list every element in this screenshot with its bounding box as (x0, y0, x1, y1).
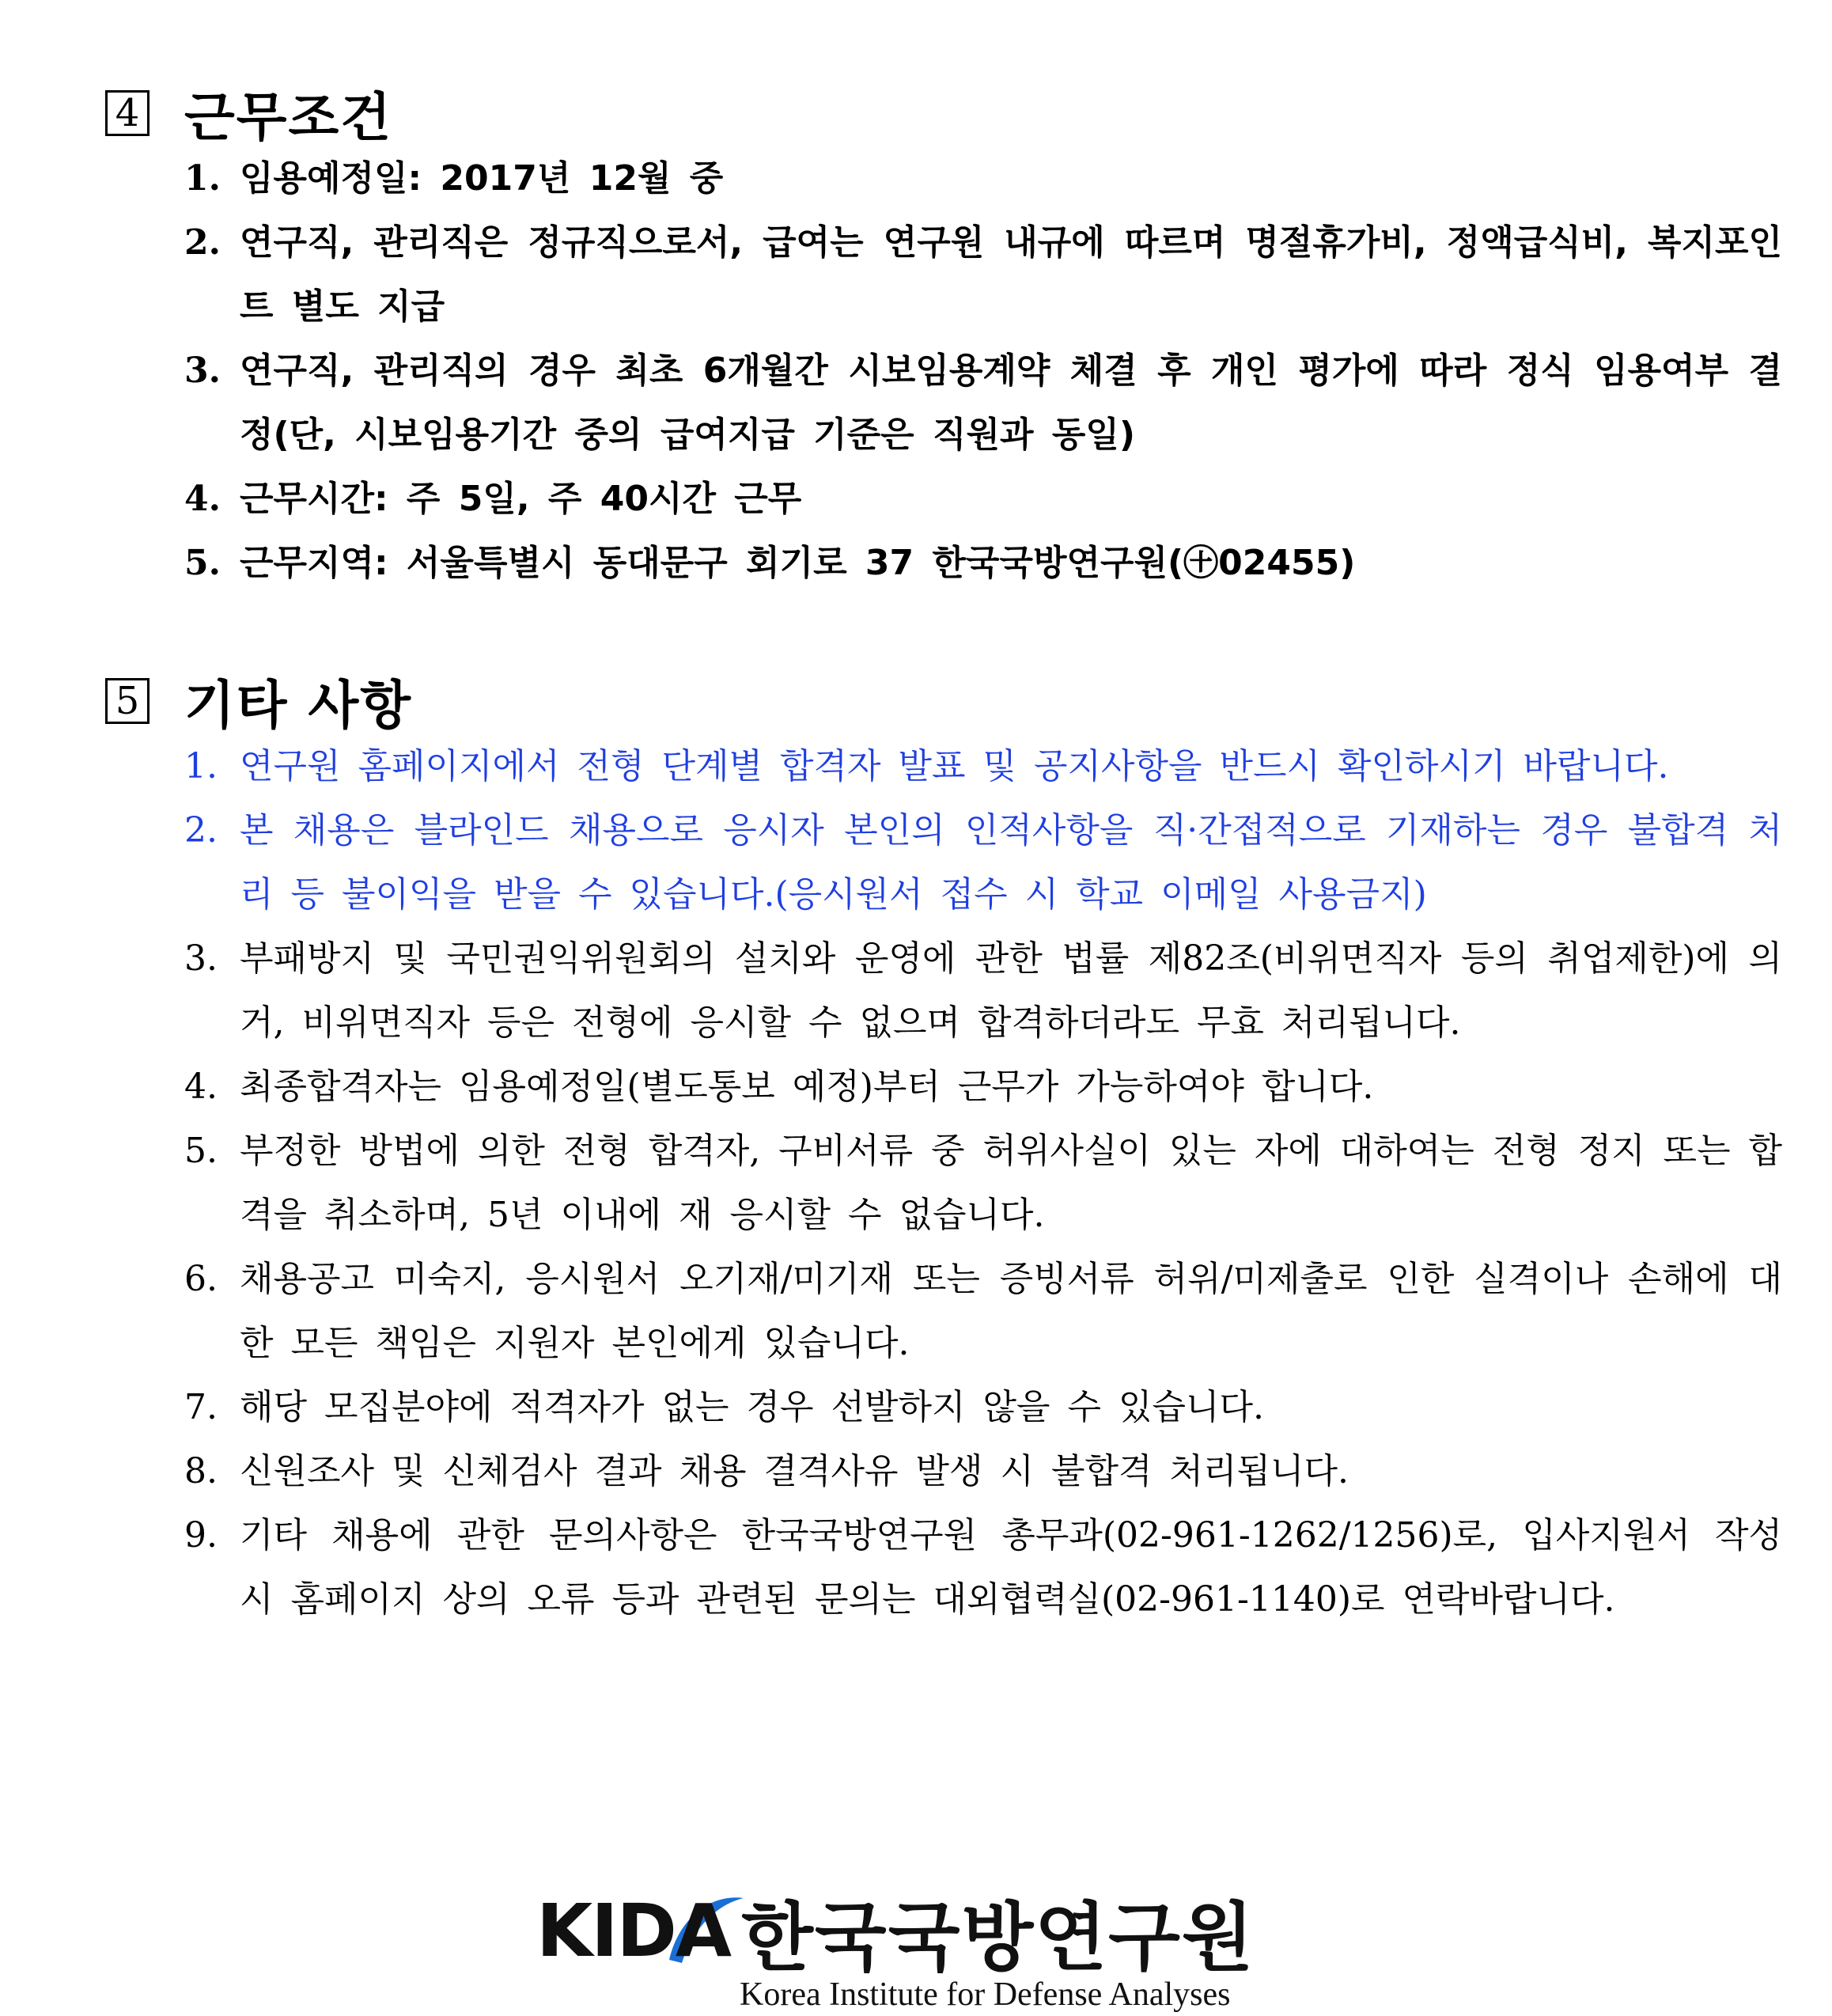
list-item: 2. 연구직, 관리직은 정규직으로서, 급여는 연구원 내규에 따르며 명절휴가비, 정액급식비, 복지포인트 별도 지급 (184, 222, 1782, 327)
list-item: 4. 최종합격자는 임용예정일(별도통보 예정)부터 근무가 가능하여야 합니다. (184, 1067, 1374, 1107)
list-item: 2. 본 채용은 블라인드 채용으로 응시자 본인의 인적사항을 직·간접적으로 기재하는 경우 불합격 처리 등 불이익을 받을 수 있습니다.(응시원서 접수 시 학교 이메일 사용금지) (184, 810, 1782, 915)
list-item: 5. 부정한 방법에 의한 전형 합격자, 구비서류 중 허위사실이 있는 자에 대하여는 전형 정지 또는 합격을 취소하며, 5년 이내에 재 응시할 수 없습니다. (184, 1131, 1782, 1235)
list-item: 1. 임용예정일: 2017년 12월 중 (184, 158, 724, 199)
section-number-box: 4 (105, 90, 150, 136)
kida-logo (536, 1887, 1359, 2014)
list-item: 6. 채용공고 미숙지, 응시원서 오기재/미기재 또는 증빙서류 허위/미제출로 인한 실격이나 손해에 대한 모든 책임은 지원자 본인에게 있습니다. (184, 1259, 1782, 1363)
list-item: 3. 연구직, 관리직의 경우 최초 6개월간 시보임용계약 체결 후 개인 평가에 따라 정식 임용여부 결정(단, 시보임용기간 중의 급여지급 기준은 직원과 동일) (184, 351, 1782, 455)
section-5-list (184, 734, 1782, 1631)
section-5-heading (105, 663, 412, 738)
section-title: 근무조건 (184, 87, 393, 148)
section-title: 기타 사항 (184, 675, 413, 736)
section-number-box: 5 (105, 678, 150, 724)
logo-english-name: Korea Institute for Defense Analyses (740, 1976, 1231, 2013)
list-item: 5. 근무지역: 서울특별시 동대문구 회기로 37 한국국방연구원(㊉02455) (184, 543, 1356, 583)
list-item: 3. 부패방지 및 국민권익위원회의 설치와 운영에 관한 법률 제82조(비위면직자 등의 취업제한)에 의거, 비위면직자 등은 전형에 응시할 수 없으며 합격하더라도 무효 처리됩니다. (184, 938, 1782, 1043)
list-item: 4. 근무시간: 주 5일, 주 40시간 근무 (184, 479, 802, 519)
logo-wordmark (536, 1887, 1255, 1981)
section-4-list (184, 146, 1782, 595)
list-item: 1. 연구원 홈페이지에서 전형 단계별 합격자 발표 및 공지사항을 반드시 확인하시기 바랍니다. (184, 746, 1669, 786)
logo-korean-name: 한국국방연구원 (741, 1894, 1255, 1981)
list-item: 8. 신원조사 및 신체검사 결과 채용 결격사유 발생 시 불합격 처리됩니다. (184, 1451, 1349, 1491)
list-item: 9. 기타 채용에 관한 문의사항은 한국국방연구원 총무과(02-961-1262/1256)로, 입사지원서 작성 시 홈페이지 상의 오류 등과 관련된 문의는 대외협력실(02-961-1140)로 연락바랍니다. (184, 1515, 1782, 1620)
logo-acronym: KIDA (536, 1888, 731, 1973)
section-4-heading (105, 75, 392, 150)
list-item: 7. 해당 모집분야에 적격자가 없는 경우 선발하지 않을 수 있습니다. (184, 1387, 1264, 1427)
